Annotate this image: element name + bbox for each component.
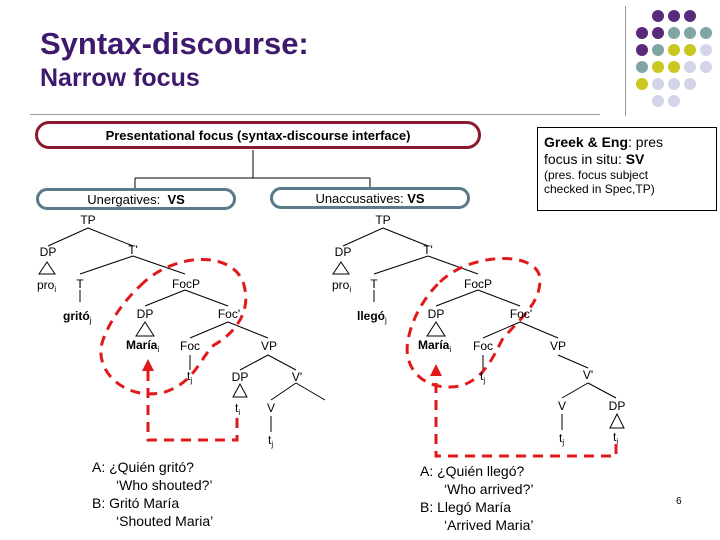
- node-label: TP: [375, 213, 391, 227]
- node-label: Foc': [217, 307, 241, 321]
- triangle-icon: [39, 262, 55, 274]
- node-label: pro: [332, 278, 350, 292]
- example-right-question-gloss: ‘Who arrived?’: [444, 481, 534, 497]
- tree-branch: [374, 256, 428, 274]
- node-label: TP: [80, 213, 96, 227]
- node-label: [418, 338, 451, 354]
- node-label: Foc': [509, 307, 533, 321]
- node-label: VP: [260, 339, 278, 353]
- tree-branch: [271, 383, 296, 400]
- tree-branch: [478, 290, 520, 306]
- node-label: T': [423, 243, 433, 257]
- tree-branch: [185, 290, 228, 306]
- tree-branch: [436, 290, 478, 306]
- node-label: DP: [231, 370, 249, 384]
- node-label: DP: [136, 307, 154, 321]
- node-label: T': [128, 243, 138, 257]
- node-label: t: [235, 401, 239, 415]
- tree-branch: [268, 355, 296, 370]
- infobox-text2: focus in situ:: [544, 151, 626, 167]
- presentational-focus-label: Presentational focus (syntax-discourse interface): [35, 121, 481, 149]
- node-label: Foc: [179, 339, 201, 353]
- node-index: i: [616, 437, 619, 446]
- triangle-icon: [610, 414, 624, 428]
- node-index: i: [157, 345, 160, 354]
- node-index: j: [271, 440, 274, 449]
- tree-branch: [88, 228, 133, 246]
- node-label: VP: [549, 339, 567, 353]
- unergatives-text: Unergatives:: [87, 191, 161, 207]
- node-label: [126, 338, 159, 354]
- node-index: i: [238, 408, 241, 417]
- node-label: Foc: [472, 339, 494, 353]
- tree-branch: [383, 228, 428, 246]
- tree-branch: [558, 355, 588, 368]
- infobox-sv: SV: [625, 151, 645, 167]
- node-index: j: [562, 438, 565, 447]
- node-index: i: [54, 285, 57, 294]
- node-label: t: [268, 433, 272, 447]
- node-label: [268, 433, 273, 449]
- example-right-answer: B: Llegó María: [420, 499, 512, 515]
- node-label: t: [480, 369, 484, 383]
- tree-branch: [520, 322, 558, 338]
- node-index: j: [385, 316, 387, 325]
- node-label: V: [557, 399, 567, 413]
- node-index: i: [449, 345, 452, 354]
- node-label: pro: [37, 278, 55, 292]
- node-index: j: [483, 376, 486, 385]
- tree-branch: [343, 228, 383, 246]
- example-right-question: A: ¿Quién llegó?: [420, 463, 525, 479]
- node-label: DP: [334, 245, 352, 259]
- node-label: [63, 309, 92, 325]
- example-left-question-gloss: ‘Who shouted?’: [116, 477, 213, 493]
- example-left: [92, 458, 213, 530]
- triangle-icon: [333, 262, 349, 274]
- node-label: [332, 278, 351, 294]
- node-index: j: [190, 376, 193, 385]
- movement-path-left: [148, 370, 237, 440]
- node-label: DP: [427, 307, 445, 321]
- tree-branch: [588, 383, 616, 398]
- node-label: FocP: [171, 277, 201, 291]
- tree-branch: [145, 290, 185, 306]
- infobox-note1: (pres. focus subject: [544, 168, 649, 182]
- node-label: María: [126, 338, 158, 352]
- node-label: V: [266, 401, 276, 415]
- tree-branch: [190, 322, 228, 338]
- tree-branch: [228, 322, 268, 338]
- arrowhead-icon: [142, 359, 154, 371]
- arrowhead-icon: [430, 364, 442, 376]
- triangle-icon: [136, 322, 154, 336]
- tree-branch: [48, 228, 88, 246]
- node-label: T: [76, 277, 84, 291]
- infobox-lang: Greek & Eng: [544, 134, 629, 150]
- example-right: [420, 462, 533, 534]
- node-label: t: [559, 431, 563, 445]
- slide-title: Syntax-discourse:: [40, 26, 309, 61]
- tree-branch: [240, 355, 268, 370]
- example-left-answer: B: Gritó María: [92, 495, 180, 511]
- node-label: María: [418, 338, 450, 352]
- unaccusatives-order: VS: [407, 190, 425, 206]
- node-label: FocP: [463, 277, 493, 291]
- infobox-text1: : pres: [628, 134, 664, 150]
- node-label: [235, 401, 240, 417]
- example-left-answer-gloss: ‘Shouted Maria’: [116, 513, 214, 529]
- node-label: DP: [608, 399, 626, 413]
- triangle-icon: [427, 322, 445, 336]
- slide-subtitle: Narrow focus: [40, 64, 200, 92]
- node-label: [559, 431, 564, 447]
- page-number: 6: [676, 496, 682, 507]
- node-label: [187, 369, 192, 385]
- node-label: t: [613, 430, 617, 444]
- example-left-question: A: ¿Quién gritó?: [92, 459, 194, 475]
- node-label: llegó: [357, 309, 386, 323]
- tree-branch: [296, 383, 325, 400]
- node-index: j: [89, 316, 92, 325]
- node-label: V': [291, 370, 303, 384]
- unaccusatives-text: Unaccusatives:: [315, 190, 404, 206]
- node-label: [37, 278, 56, 294]
- example-right-answer-gloss: ‘Arrived Maria’: [444, 517, 534, 533]
- node-label: gritó: [63, 309, 90, 323]
- node-label: [357, 309, 387, 325]
- tree-branch: [80, 256, 133, 274]
- node-label: t: [187, 369, 191, 383]
- node-label: V': [582, 368, 594, 382]
- tree-branch: [562, 383, 588, 398]
- node-label: T: [370, 277, 378, 291]
- node-label: [613, 430, 618, 446]
- node-label: DP: [39, 245, 57, 259]
- triangle-icon: [233, 384, 247, 397]
- node-index: i: [349, 285, 352, 294]
- infobox-note2: checked in Spec,TP): [544, 182, 655, 196]
- tree-branch: [483, 322, 520, 338]
- unergatives-order: VS: [167, 191, 185, 207]
